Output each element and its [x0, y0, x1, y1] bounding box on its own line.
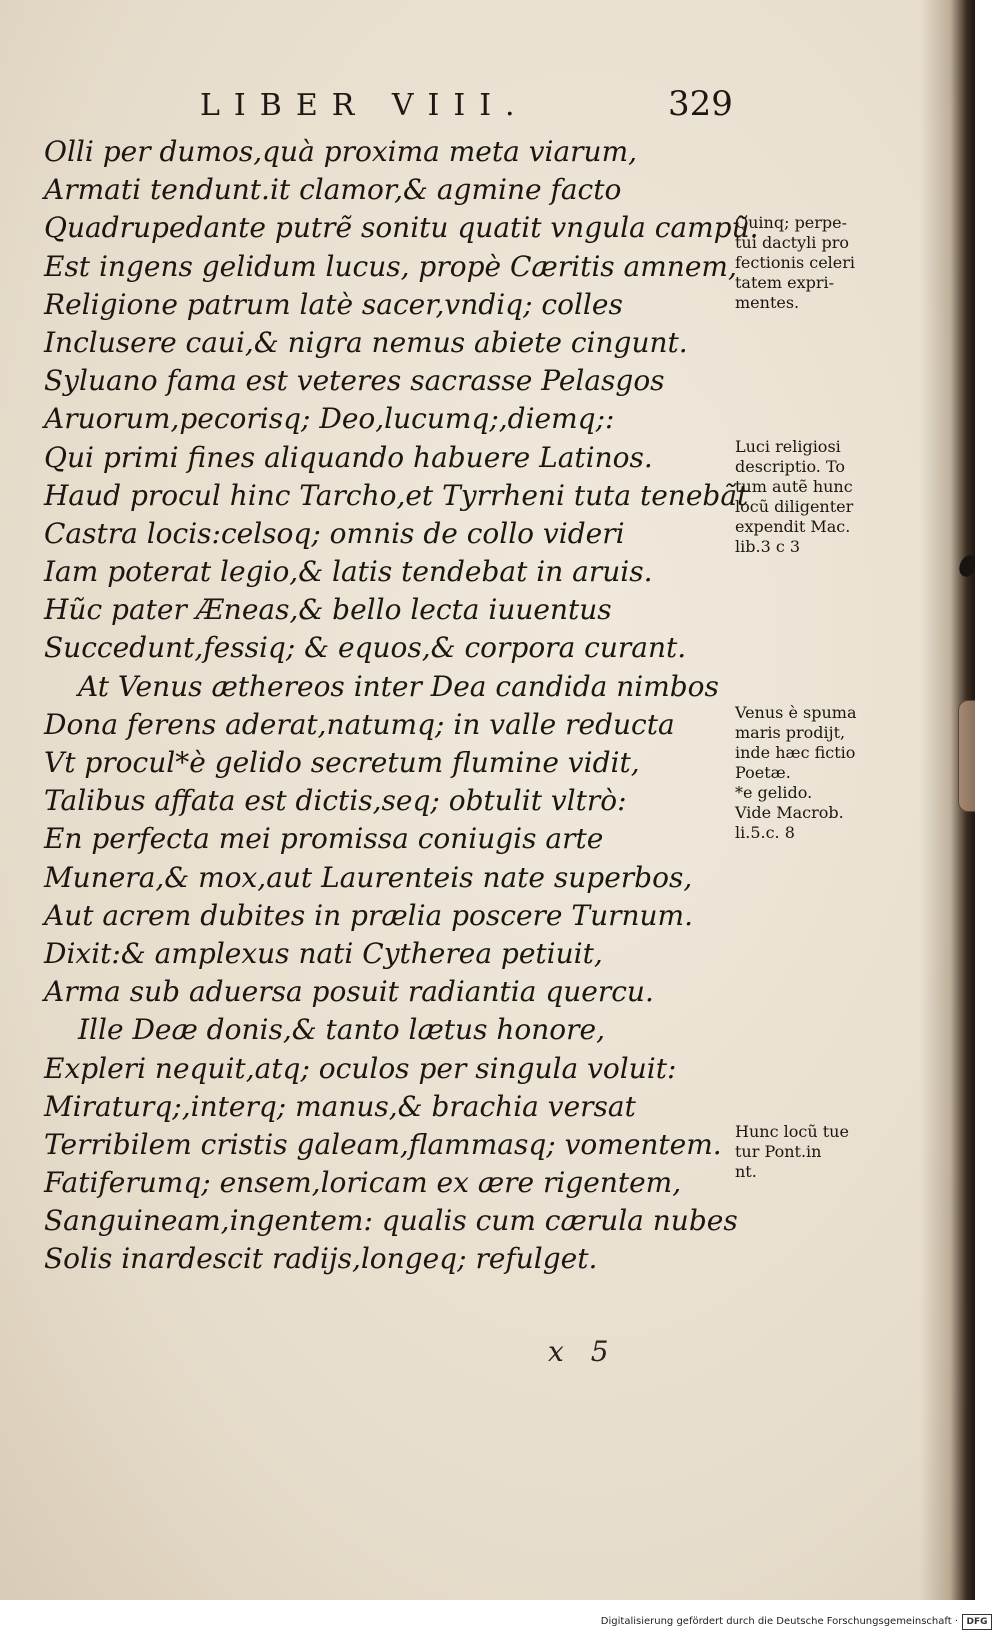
- verse-line: Talibus affata est dictis,seq; obtulit vltrò:: [44, 784, 627, 818]
- margin-note: [735, 1122, 905, 1182]
- verse-line: Haud procul hinc Tarcho,et Tyrrheni tuta tenebãt: [44, 478, 749, 512]
- verse-line: Aut acrem dubites in prælia poscere Turnum.: [44, 898, 694, 932]
- margin-note-line: tur Pont.in: [735, 1142, 822, 1161]
- margin-note-line: tatem expri-: [735, 273, 835, 292]
- margin-note-line: fectionis celeri: [735, 253, 856, 272]
- margin-note-line: inde hæc fictio: [735, 743, 856, 762]
- margin-note-line: Poetæ.: [735, 763, 791, 782]
- verse-line: Vt procul*è gelido secretum flumine vidit,: [44, 746, 640, 779]
- verse-line: Solis inardescit radijs,longeq; refulget.: [44, 1242, 598, 1276]
- verse-line: Expleri nequit,atq; oculos per singula voluit:: [44, 1051, 677, 1085]
- verse-line: Fatiferumq; ensem,loricam ex ære rigentem,: [44, 1166, 682, 1200]
- verse-line: Iam poterat legio,& latis tendebat in aruis.: [44, 555, 653, 589]
- verse-line: Dixit:& amplexus nati Cytherea petiuit,: [44, 936, 603, 970]
- margin-note-line: descriptio. To: [735, 457, 846, 476]
- verse-line: Terribilem cristis galeam,flammasq; vomentem.: [44, 1127, 722, 1161]
- verse-line: Ille Deæ donis,& tanto lætus honore,: [78, 1013, 605, 1047]
- verse-line: Sanguineam,ingentem: qualis cum cærula nubes: [44, 1204, 738, 1238]
- verse-line: Castra locis:celsoq; omnis de collo videri: [44, 516, 625, 550]
- verse-line: Religione patrum latè sacer,vndiq; colles: [44, 287, 623, 321]
- margin-note-line: Quinq; perpe-: [735, 213, 848, 232]
- verse-line: Arma sub aduersa posuit radiantia quercu.: [44, 975, 654, 1009]
- margin-note: [735, 213, 905, 313]
- verse-line: At Venus æthereos inter Dea candida nimbos: [78, 669, 719, 703]
- verse-line: Olli per dumos,quà proxima meta viarum,: [44, 135, 638, 168]
- margin-note-line: Hunc locũ tue: [735, 1122, 849, 1141]
- clip-tab: [958, 700, 975, 812]
- verse-line: Est ingens gelidum lucus, propè Cæritis amnem,: [44, 249, 737, 283]
- verse-line: Inclusere caui,& nigra nemus abiete cingunt.: [44, 325, 688, 359]
- verse-line: Aruorum,pecorisq; Deo,lucumq;,diemq;:: [44, 402, 615, 436]
- verse-line: Armati tendunt.it clamor,& agmine facto: [44, 173, 622, 207]
- verse-line: Succedunt,fessiq; & equos,& corpora curant.: [44, 631, 687, 665]
- margin-note-line: expendit Mac.: [735, 517, 851, 536]
- verse-line: Miraturq;,interq; manus,& brachia versat: [44, 1089, 636, 1123]
- margin-note-line: tum autẽ hunc: [735, 477, 853, 496]
- margin-note-line: mentes.: [735, 293, 800, 312]
- margin-note-line: tui dactyli pro: [735, 233, 849, 252]
- margin-note-line: nt.: [735, 1162, 757, 1181]
- running-title: LIBER VIII.: [200, 88, 529, 123]
- footer-credit: Digitalisierung gefördert durch die Deutsche Forschungsgemeinschaft ·: [600, 1616, 958, 1627]
- verse-line: Qui primi fines aliquando habuere Latinos.: [44, 440, 653, 474]
- margin-note-line: li.5.c. 8: [735, 823, 795, 842]
- margin-note: [735, 703, 905, 843]
- verse-line: Dona ferens aderat,natumq; in valle reducta: [44, 707, 675, 741]
- verse-line: Syluano fama est veteres sacrasse Pelasgos: [44, 364, 665, 398]
- dfg-logo: DFG: [962, 1614, 992, 1630]
- margin-note-line: Luci religiosi: [735, 437, 841, 456]
- signature-mark: x 5: [548, 1335, 609, 1368]
- verse-line: Munera,& mox,aut Laurenteis nate superbos,: [44, 860, 693, 894]
- margin-note-line: lib.3 c 3: [735, 537, 801, 556]
- margin-note-line: *e gelido.: [735, 783, 813, 802]
- margin-note-line: Venus è spuma: [735, 703, 857, 722]
- verse-block: [44, 133, 759, 1279]
- verse-line: Hũc pater Æneas,& bello lecta iuuentus: [44, 593, 612, 627]
- margin-note-line: Vide Macrob.: [735, 803, 844, 822]
- margin-note: [735, 437, 905, 557]
- verse-line: En perfecta mei promissa coniugis arte: [44, 822, 604, 856]
- verse-line: Quadrupedante putrẽ sonitu quatit vngula campũ.: [44, 211, 759, 245]
- page-number: 329: [668, 84, 733, 124]
- margin-note-line: maris prodijt,: [735, 723, 846, 742]
- margin-note-line: locũ diligenter: [735, 497, 854, 516]
